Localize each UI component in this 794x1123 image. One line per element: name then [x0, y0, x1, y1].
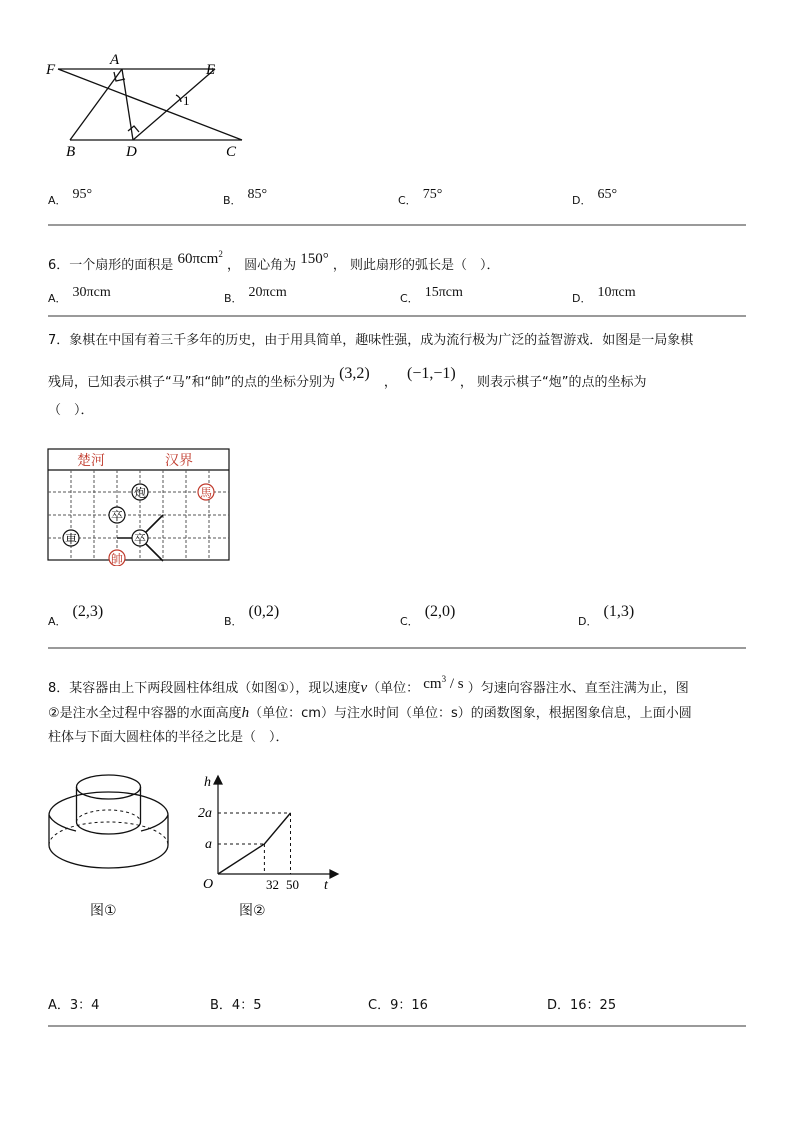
q7-option-a[interactable]: A．(2,3) — [48, 603, 104, 628]
svg-text:車: 車 — [65, 532, 78, 546]
svg-text:卒: 卒 — [111, 509, 124, 523]
piece-zu-2 — [132, 530, 148, 546]
label-A: A — [110, 52, 120, 68]
axis-label-h: h — [204, 775, 211, 790]
piece-ma — [198, 484, 214, 500]
fig1-caption: 图① — [90, 903, 117, 919]
line-BA — [70, 69, 122, 140]
q7-stem-line-2: 残局，已知表示棋子“马”和“帥”的点的坐标分别为 (3,2) ， (−1,−1) ， 则表示棋子“炮”的点的坐标为 — [48, 365, 647, 390]
river-right-label: 汉界 — [165, 454, 193, 469]
q8-h-t-graph — [196, 770, 341, 894]
q8-stem-line-1: 8．某容器由上下两段圆柱体组成（如图①），现以速度v（单位： $cm^3$ / s ）匀速向容器注水、直至注满为止，图 — [48, 674, 689, 696]
label-B: B — [66, 144, 76, 160]
label-1: 1 — [183, 93, 190, 108]
piece-pao — [132, 484, 148, 500]
fig2-caption: 图② — [239, 903, 266, 919]
axis-label-t: t — [324, 878, 328, 893]
q5-option-c[interactable]: C． 75° — [398, 187, 443, 207]
tick-label-32: 32 — [266, 877, 279, 892]
label-D: D — [126, 144, 137, 160]
q7-option-b[interactable]: B．(0,2) — [224, 603, 280, 628]
q8-unit: $cm^3$ / s — [423, 674, 464, 692]
origin-label: O — [203, 877, 214, 892]
q6-option-c[interactable]: C． 15πcm — [400, 285, 463, 305]
q5-option-d[interactable]: D． 65° — [572, 187, 618, 207]
divider — [48, 224, 746, 226]
q6-option-a[interactable]: A． 30πcm — [48, 285, 111, 305]
q6-option-b[interactable]: B． 20πcm — [224, 285, 287, 305]
q8-option-a[interactable]: A．3：4 — [48, 998, 100, 1013]
q5-option-a[interactable]: A． 95° — [48, 187, 93, 207]
line-DE — [133, 69, 215, 140]
q5-triangle-figure — [40, 52, 260, 164]
x-axis-arrow — [330, 870, 338, 878]
q6-area: 60πcm$^2$ — [177, 249, 223, 267]
label-C: C — [226, 144, 237, 160]
tick-label-a: a — [205, 837, 212, 852]
xiangqi-board-figure — [47, 448, 231, 566]
q6-stem: 6．一个扇形的面积是 60πcm$^2$ ， 圆心角为 150° ， 则此扇形的弧长是（ ）． — [48, 249, 500, 273]
coord-shuai: (−1,−1) — [407, 365, 456, 382]
divider — [48, 647, 746, 649]
q6-option-d[interactable]: D． 10πcm — [572, 285, 636, 305]
svg-text:帥: 帥 — [111, 552, 124, 566]
piece-ju — [63, 530, 79, 546]
svg-text:馬: 馬 — [200, 486, 213, 500]
piece-zu-1 — [109, 507, 125, 523]
tick-label-50: 50 — [286, 877, 299, 892]
tick-label-2a: 2a — [198, 806, 212, 821]
q5-option-b[interactable]: B． 85° — [223, 187, 268, 207]
q8-stem-line-2: ②是注水全过程中容器的水面高度h（单位：cm）与注水时间（单位：s）的函数图象，根据图象信息，上面小圆 — [48, 705, 692, 721]
q8-option-d[interactable]: D．16：25 — [547, 998, 617, 1013]
q7-option-d[interactable]: D．(1,3) — [578, 603, 635, 628]
q8-stem-line-3: 柱体与下面大圆柱体的半径之比是（ ）． — [48, 730, 289, 745]
cylinder-figure — [46, 770, 172, 882]
q7-option-c[interactable]: C．(2,0) — [400, 603, 456, 628]
y-axis-arrow — [214, 776, 222, 784]
line-FC — [58, 69, 242, 140]
svg-text:卒: 卒 — [134, 532, 147, 546]
right-angle-D — [128, 126, 139, 132]
coord-ma: (3,2) — [339, 365, 370, 382]
q7-stem-line-3: （ ）． — [48, 403, 94, 418]
q8-option-c[interactable]: C．9：16 — [368, 998, 428, 1013]
q8-option-b[interactable]: B．4：5 — [210, 998, 262, 1013]
piece-shuai — [109, 550, 125, 566]
divider — [48, 315, 746, 317]
q6-angle: 150° — [300, 251, 329, 267]
label-F: F — [46, 62, 56, 78]
label-E: E — [206, 62, 216, 78]
river-left-label: 楚河 — [77, 454, 105, 469]
svg-text:炮: 炮 — [134, 486, 147, 500]
divider — [48, 1025, 746, 1027]
q7-stem-line-1: 7．象棋在中国有着三千多年的历史，由于用具简单，趣味性强，成为流行极为广泛的益智游戏．如图是一局象棋 — [48, 333, 694, 348]
